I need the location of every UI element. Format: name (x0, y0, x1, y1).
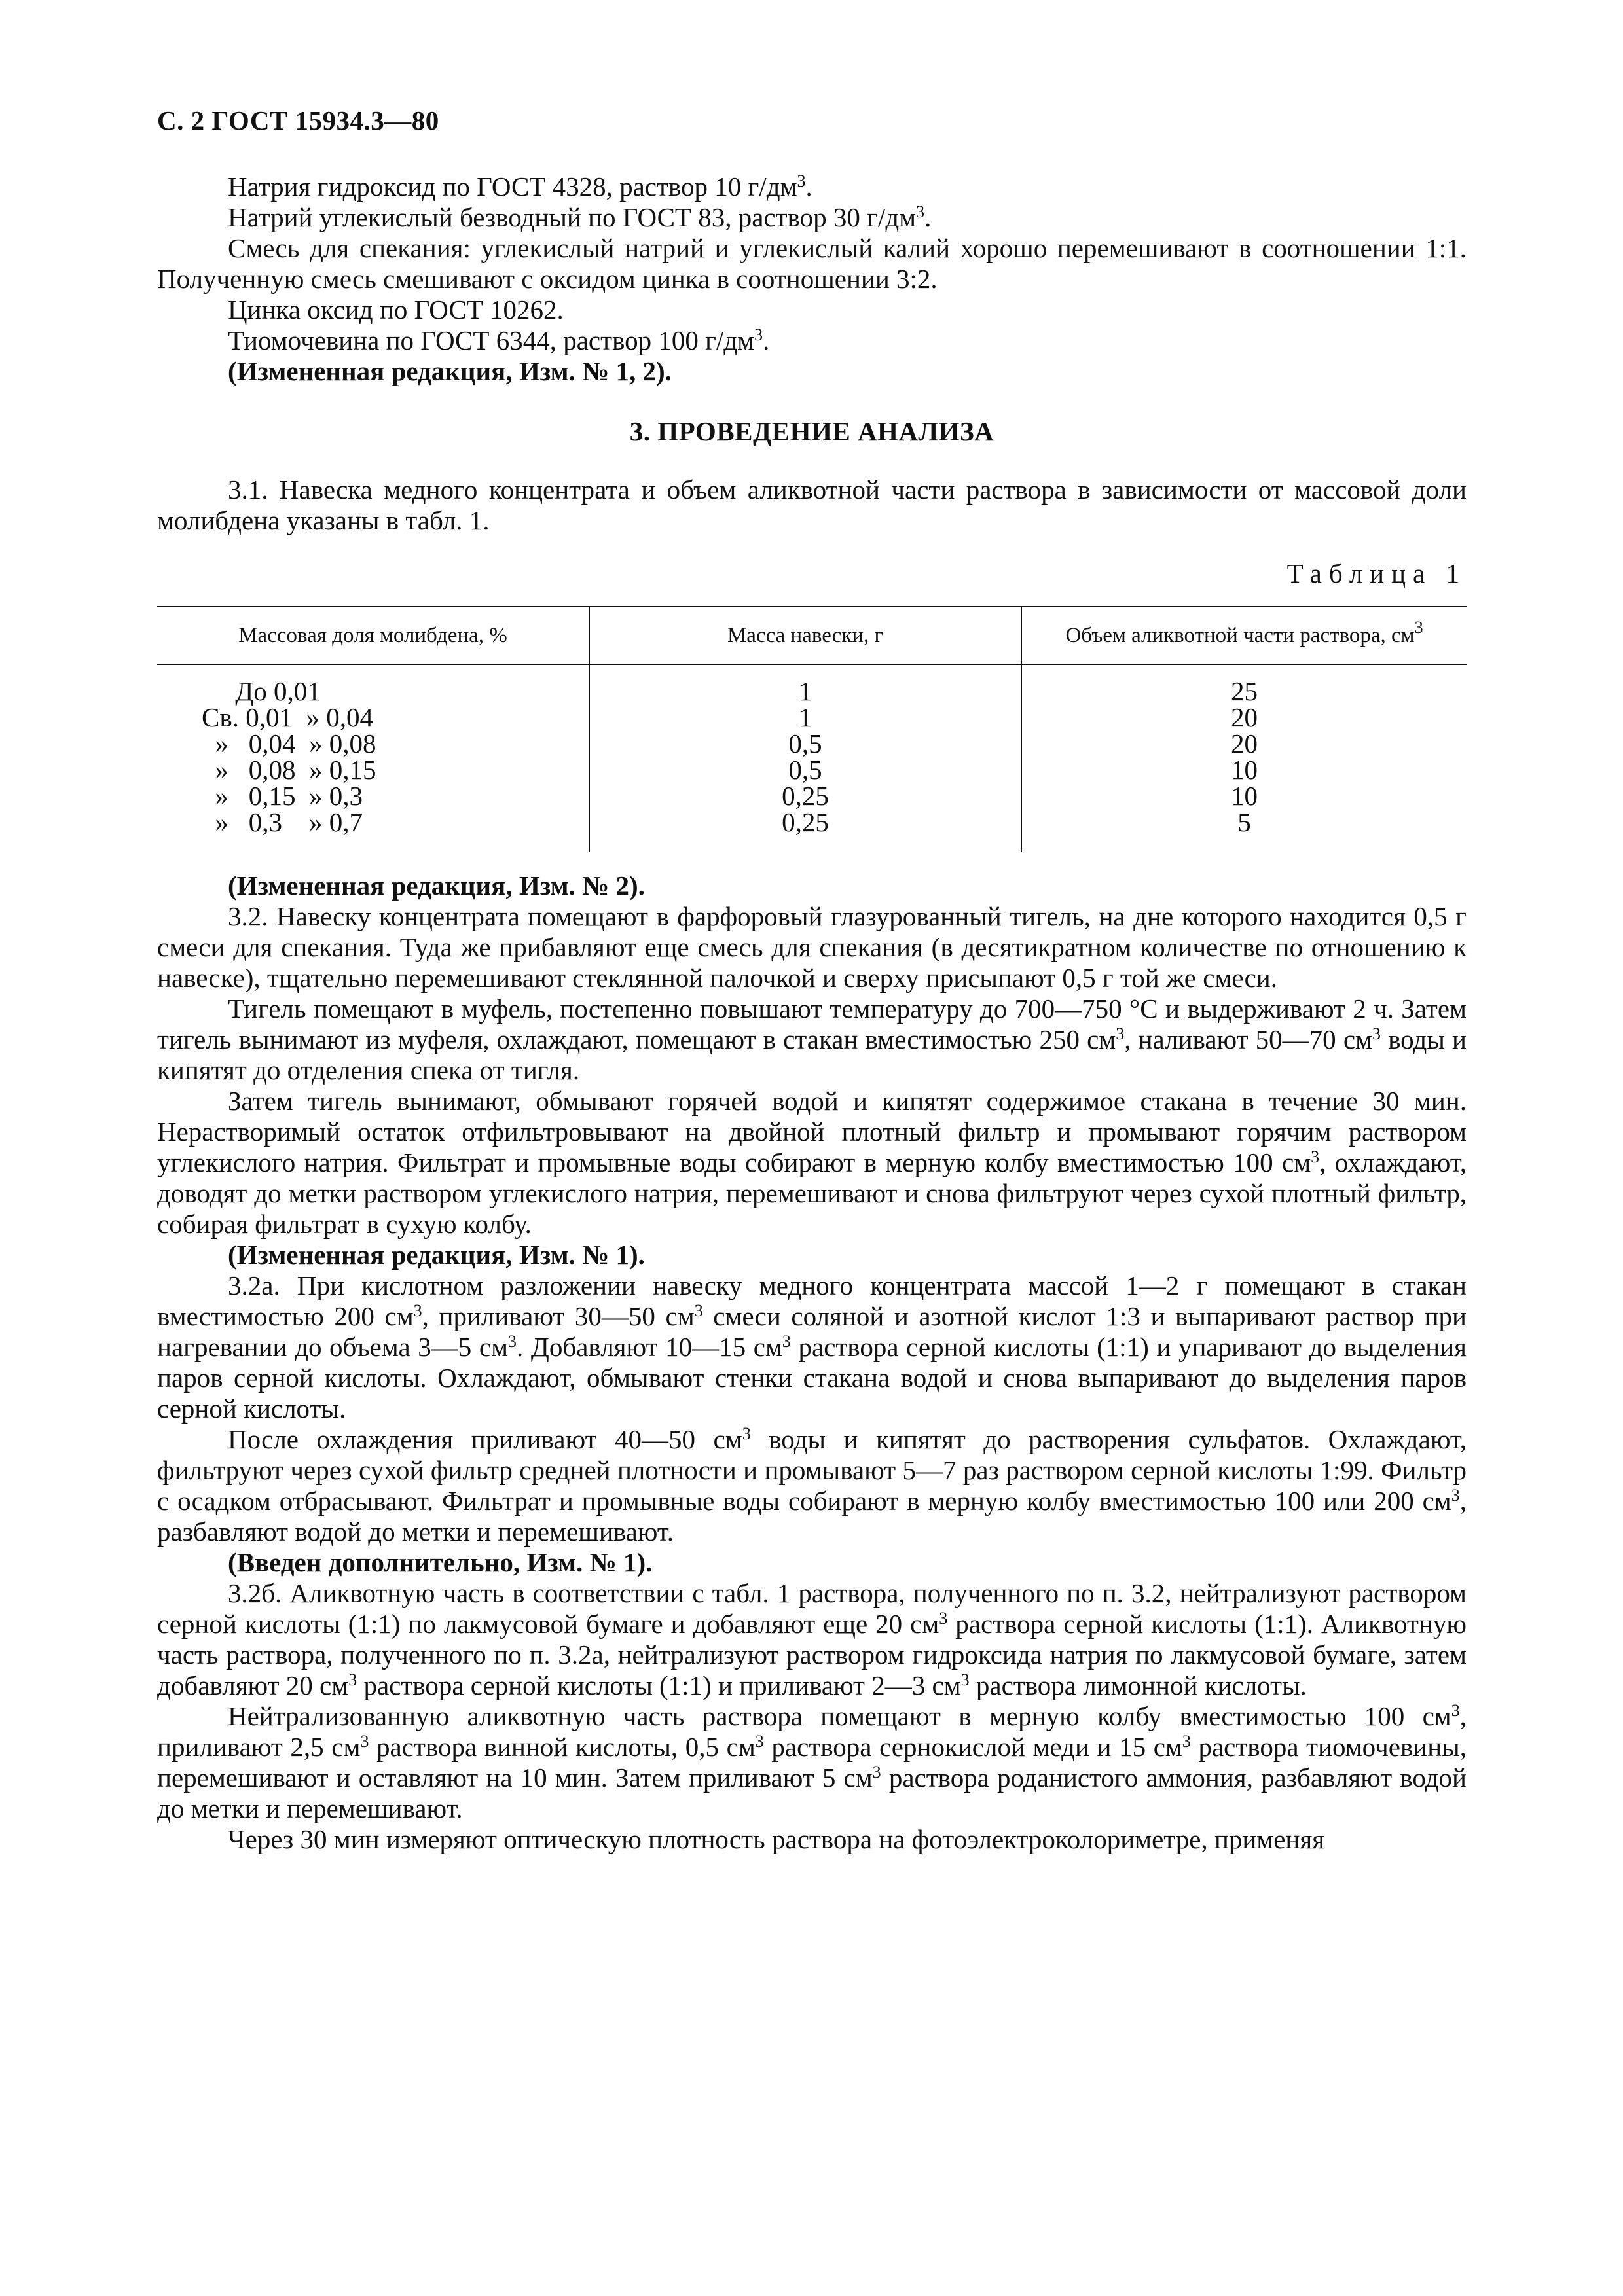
reagent-sodium-carbonate: Натрий углекислый безводный по ГОСТ 83, раствор 30 $г/дм^3$. (228, 202, 932, 232)
table-header-cell: Массовая доля молибдена, % (157, 607, 589, 664)
table-cell: 5 (1237, 807, 1251, 837)
table-cell: 10 (1231, 781, 1258, 811)
paragraph-3-2: 3.2. Навеску концентрата помещают в фарфоровый глазурованный тигель, на дне которого находится 0,5 г смеси для спекания. Туда же прибавляют еще смесь для спекания (в десятикратном количестве по отношению к навеске), тщательно перемешивают стеклянной палочкой и сверху присыпают 0,5 г той же смеси. (157, 901, 1467, 993)
table-cell: » 0,3 » 0,7 (202, 807, 363, 837)
reagent-sintering-mixture: Смесь для спекания: углекислый натрий и углекислый калий хорошо перемешивают в соотношении 1:1. Полученную смесь смешивают с оксидом цинка в соотношении 3:2. (157, 233, 1467, 294)
amendment-note: (Измененная редакция, Изм. № 1). (228, 1240, 645, 1270)
table-cell: 0,5 (788, 755, 822, 785)
table-cell: 0,25 (782, 781, 829, 811)
paragraph-3-2b-neutralized: Нейтрализованную аликвотную часть раствора помещают в мерную колбу вместимостью 100 $см^3$, приливают 2,5 $см^3$ раствора винной кислоты, 0,5 $см^3$ раствора сернокислой меди и 15 $см^3$ раствора тиомочевины, перемешивают и оставляют на 10 мин. Затем приливают 5 $см^3$ раствора роданистого аммония, разбавляют водой до метки и перемешивают. (157, 1701, 1467, 1823)
page-header: С. 2 ГОСТ 15934.3—80 (157, 105, 439, 135)
sample-mass-column (589, 664, 1021, 852)
paragraph-3-2-muffle: Тигель помещают в муфель, постепенно повышают температуру до 700—750 °С и выдерживают 2 ч. Затем тигель вынимают из муфеля, охлаждают, помещают в стакан вместимостью 250 $см^3$, наливают 50—70 $см^3$ воды и кипятят до отделения спека от тигля. (157, 994, 1467, 1085)
spacer (157, 852, 1467, 870)
table-cell: Св. 0,01 » 0,04 (202, 702, 373, 732)
paragraph-3-2-filtration: Затем тигель вынимают, обмывают горячей водой и кипятят содержимое стакана в течение 30 мин. Нерастворимый остаток отфильтровывают на двойной плотный фильтр и промывают горячим раствором углекислого натрия. Фильтрат и промывные воды собирают в мерную колбу вместимостью 100 $см^3$, охлаждают, доводят до метки раствором углекислого натрия, перемешивают и снова фильтруют через сухой плотный фильтр, собирая фильтрат в сухую колбу. (157, 1086, 1467, 1239)
table-cell: » 0,04 » 0,08 (202, 728, 376, 759)
paragraph-3-2b: 3.2б. Аликвотную часть в соответствии с табл. 1 раствора, полученного по п. 3.2, нейтрализуют раствором серной кислоты (1:1) по лакмусовой бумаге и добавляют еще 20 $см^3$ раствора серной кислоты (1:1). Аликвотную часть раствора, полученного по п. 3.2а, нейтрализуют раствором гидроксида натрия по лакмусовой бумаге, затем добавляют 20 $см^3$ раствора серной кислоты (1:1) и приливают 2—3 $см^3$ раствора лимонной кислоты. (157, 1578, 1467, 1700)
table-cell: » 0,15 » 0,3 (202, 781, 363, 811)
table-cell: » 0,08 » 0,15 (202, 755, 376, 785)
table-body-row (157, 664, 1467, 852)
reagent-sodium-hydroxide: Натрия гидроксид по ГОСТ 4328, раствор 10 $г/дм^3$. (228, 171, 812, 202)
table-cell: 1 (798, 676, 812, 706)
table-cell: До 0,01 (202, 676, 321, 706)
table-cell: 25 (1231, 676, 1258, 706)
paragraph-3-2a-cooling: После охлаждения приливают 40—50 $см^3$ воды и кипятят до растворения сульфатов. Охлаждают, фильтруют через сухой фильтр средней плотности и промывают 5—7 раз раствором серной кислоты 1:99. Фильтр с осадком отбрасывают. Фильтрат и промывные воды собирают в мерную колбу вместимостью 100 или 200 $см^3$, разбавляют водой до метки и перемешивают. (157, 1424, 1467, 1547)
paragraph-3-2b-measurement: Через 30 мин измеряют оптическую плотность раствора на фотоэлектроколориметре, применяя (228, 1824, 1325, 1854)
table-cell: 20 (1231, 702, 1258, 732)
table-header-text: Объем аликвотной части раствора, $см^3$ (1065, 617, 1423, 647)
paragraph-3-2a: 3.2а. При кислотном разложении навеску медного концентрата массой 1—2 г помещают в стакан вместимостью 200 $см^3$, приливают 30—50 $см^3$ смеси соляной и азотной кислот 1:3 и выпаривают раствор при нагревании до объема 3—5 $см^3$. Добавляют 10—15 $см^3$ раствора серной кислоты (1:1) и упаривают до выделения паров серной кислоты. Охлаждают, обмывают стенки стакана водой и снова выпаривают до выделения паров серной кислоты. (157, 1270, 1467, 1424)
table-header-cell: Масса навески, г (589, 607, 1021, 664)
table-header-cell (1021, 607, 1467, 664)
table-caption: Таблица 1 (1286, 558, 1467, 588)
table-cell: 10 (1231, 755, 1258, 785)
table-cell: 1 (798, 702, 812, 732)
amendment-note: (Измененная редакция, Изм. № 2). (228, 870, 645, 901)
reagent-thiourea: Тиомочевина по ГОСТ 6344, раствор 100 $г/дм^3$. (228, 325, 770, 355)
table-cell: 0,5 (788, 728, 822, 759)
section-title: 3. ПРОВЕДЕНИЕ АНАЛИЗА (629, 416, 994, 446)
table-header-row (157, 607, 1467, 664)
reagent-zinc-oxide: Цинка оксид по ГОСТ 10262. (228, 295, 564, 325)
table-1 (157, 606, 1467, 852)
aliquot-volume-column (1021, 664, 1467, 852)
table-cell: 0,25 (782, 807, 829, 837)
table-cell: 20 (1231, 728, 1258, 759)
amendment-note: (Введен дополнительно, Изм. № 1). (228, 1547, 653, 1577)
page-content (157, 171, 1467, 1855)
mass-fraction-column (157, 664, 589, 852)
amendment-note: (Измененная редакция, Изм. № 1, 2). (228, 356, 672, 386)
paragraph-3-1: 3.1. Навеска медного концентрата и объем аликвотной части раствора в зависимости от массовой доли молибдена указаны в табл. 1. (157, 475, 1467, 535)
